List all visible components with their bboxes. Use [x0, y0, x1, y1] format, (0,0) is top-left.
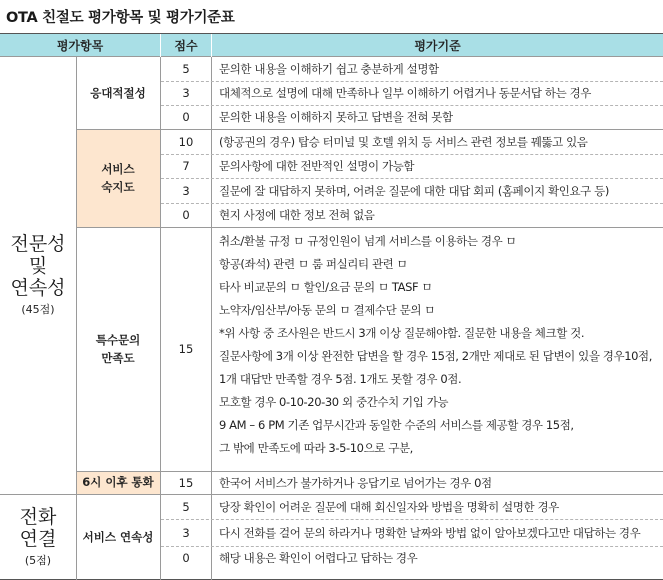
- sub-special-inquiry-line1: 특수문의: [95, 332, 141, 347]
- sub-service-knowledge: [76, 129, 160, 227]
- criteria-line: 노약자/임산부/아동 문의 ㅁ 결제수단 문의 ㅁ: [219, 302, 435, 317]
- column-divider: [211, 57, 212, 580]
- criteria-cell: 한국어 서비스가 불가하거나 응답기로 넘어가는 경우 0점: [219, 475, 492, 490]
- header-score: 점수: [161, 34, 211, 56]
- group-call-line2: 연결: [19, 528, 57, 551]
- table-title: OTA 친절도 평가항목 및 평가기준표: [6, 10, 235, 26]
- criteria-cell: 문의한 내용을 이해하지 못하고 답변을 전혀 못함: [219, 110, 453, 124]
- sub-special-inquiry-line2: 만족도: [101, 351, 135, 365]
- column-divider: [76, 57, 77, 580]
- row-divider: [161, 81, 663, 82]
- criteria-cell: 대체적으로 설명에 대해 만족하나 일부 이해하기 어렵거나 동문서답 하는 경우: [219, 86, 591, 100]
- sub-service-knowledge-line2: 숙지도: [101, 180, 135, 194]
- group-expertise-line2: 및: [28, 255, 48, 278]
- criteria-cell: 당장 확인이 어려운 질문에 대해 회신일자와 방법을 명확히 설명한 경우: [219, 500, 559, 514]
- row-divider: [161, 546, 663, 547]
- score-cell: 0: [182, 551, 190, 565]
- row-divider: [161, 154, 663, 155]
- criteria-line: *위 사항 중 조사원은 반드시 3개 이상 질문해야함. 질문한 내용을 체크할 것.: [219, 325, 585, 340]
- criteria-cell: 문의사항에 대한 전반적인 설명이 가능함: [219, 159, 415, 173]
- score-cell: 3: [182, 86, 190, 100]
- criteria-cell: (항공권의 경우) 탑승 터미널 및 호텔 위치 등 서비스 관련 정보를 꿰뚫고 있음: [219, 134, 588, 149]
- row-divider: [161, 203, 663, 204]
- criteria-cell: 해당 내용은 확인이 어렵다고 답하는 경우: [219, 551, 418, 565]
- score-cell: 15: [178, 475, 194, 490]
- score-cell: 0: [182, 110, 190, 124]
- header-bottom-border: [0, 56, 663, 57]
- score-cell: 7: [182, 159, 190, 173]
- header-item: 평가항목: [0, 34, 160, 56]
- criteria-line: 항공(좌석) 관련 ㅁ 룸 퍼실리티 관련 ㅁ: [219, 256, 408, 271]
- table-top-border: [0, 33, 663, 34]
- sub-service-knowledge-line1: 서비스: [101, 161, 135, 176]
- criteria-cell: 문의한 내용을 이해하기 쉽고 충분하게 설명함: [219, 62, 439, 76]
- criteria-cell: 다시 전화를 걸어 문의 하라거나 명확한 날짜와 방법 없이 알아보겠다고만 대답하는 경우: [219, 525, 641, 540]
- group-call-line1: 전화: [19, 506, 57, 529]
- sub-response-appropriateness: 응대적절성: [90, 85, 146, 100]
- group-expertise: [0, 57, 76, 494]
- sub-after-six-call: 6시 이후 통화: [76, 471, 160, 494]
- score-cell: 0: [182, 208, 190, 222]
- row-divider: [161, 105, 663, 106]
- column-divider: [160, 57, 161, 580]
- group-expertise-line3: 연속성: [10, 277, 66, 300]
- criteria-cell: 질문에 잘 대답하지 못하며, 어려운 질문에 대한 대답 회피 (홈페이지 확인요구 등): [219, 183, 609, 198]
- criteria-line: 취소/환불 규정 ㅁ 규정인원이 넘게 서비스를 이용하는 경우 ㅁ: [219, 233, 517, 248]
- group-expertise-points: (45점): [21, 302, 55, 316]
- group-call-connection: [0, 495, 76, 580]
- group-expertise-line1: 전문성: [10, 233, 66, 256]
- score-cell: 5: [182, 62, 190, 76]
- criteria-line: 그 밖에 만족도에 따라 3-5-10으로 구분,: [219, 440, 413, 455]
- criteria-line: 질문사항에 3개 이상 완전한 답변을 할 경우 15점, 2개만 제대로 된 답변이 있을 경우10점,: [219, 348, 653, 363]
- sub-divider: [76, 471, 663, 472]
- criteria-line: 모호할 경우 0-10-20-30 외 중간수치 기입 가능: [219, 394, 449, 409]
- group-call-points: (5점): [24, 554, 52, 568]
- score-cell: 3: [182, 525, 190, 540]
- special-inquiry-criteria: [212, 229, 662, 459]
- score-cell: 15: [178, 342, 194, 356]
- sub-divider: [76, 227, 663, 228]
- criteria-cell: 현지 사정에 대한 정보 전혀 없음: [219, 208, 375, 222]
- sub-service-continuity: 서비스 연속성: [82, 530, 154, 545]
- sub-divider: [76, 129, 663, 130]
- score-cell: 5: [182, 500, 190, 514]
- row-divider: [161, 519, 663, 520]
- row-divider: [161, 178, 663, 179]
- score-cell: 10: [178, 134, 194, 149]
- criteria-line: 1개 대답만 만족할 경우 5점. 1개도 못할 경우 0점.: [219, 371, 462, 386]
- criteria-line: 9 AM – 6 PM 기존 업무시간과 동일한 수준의 서비스를 제공할 경우 15점,: [219, 417, 574, 432]
- criteria-line: 타사 비교문의 ㅁ 할인/요금 문의 ㅁ TASF ㅁ: [219, 279, 433, 294]
- sub-special-inquiry: [76, 227, 160, 471]
- group-divider: [0, 494, 663, 495]
- score-cell: 3: [182, 183, 190, 198]
- header-criteria: 평가기준: [212, 34, 663, 56]
